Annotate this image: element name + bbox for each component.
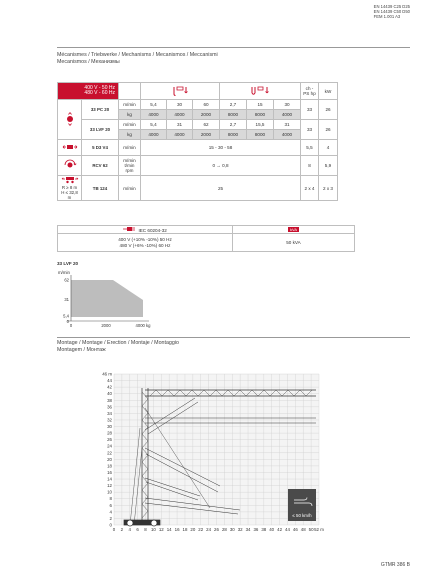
montage-y-tick: 42 [107, 384, 112, 390]
speed-value: 31 [274, 120, 301, 130]
slewing-kw: 5,9 [319, 156, 338, 176]
trolley-unit: m/min [119, 140, 141, 156]
montage-y-tick: 4 [109, 509, 112, 515]
chassis-wheel [127, 520, 133, 526]
double-fall-header [220, 83, 301, 100]
speed-value: 2,7 [220, 120, 247, 130]
slewing-icon-cell [58, 156, 82, 176]
standards-block [374, 4, 410, 19]
travel-hp: 2 x 4 [301, 176, 319, 201]
montage-y-tick: 20 [107, 456, 112, 462]
speed-value: 60 [193, 100, 220, 110]
hp-value: 33 [301, 120, 319, 140]
travel-unit: m/min [119, 176, 141, 201]
montage-x-tick: 34 [245, 527, 251, 532]
montage-x-tick: 26 [214, 527, 219, 532]
voltage-header [58, 83, 119, 100]
kw-value: 26 [319, 120, 338, 140]
montage-x-tick: 6 [136, 527, 139, 532]
load-value: 2000 [193, 110, 220, 120]
trolley-kw: 4 [319, 140, 338, 156]
lvf-y-tick: 5,4 [63, 313, 69, 319]
montage-y-tick: 26 [107, 437, 112, 443]
load-value: 8000 [220, 110, 247, 120]
travel-model: TB 124 [82, 176, 119, 201]
trolley-icon [62, 143, 78, 151]
montage-x-tick: 50 [308, 527, 314, 532]
montage-x-tick: 4 [128, 527, 131, 532]
montage-title-line1: Montage / Montage / Erection / Montaje / Montaggio [57, 340, 179, 346]
load-unit: kg [119, 110, 141, 120]
page-footer-code: GTMR 386 B [380, 562, 410, 568]
supply-voltage-line1: 400 V (+10% -10%) 50 Hz [118, 237, 172, 242]
standard-line: EN 14439 C25 D25 [373, 4, 410, 9]
speed-value: 15 [247, 100, 274, 110]
standard-line: FEM 1.001 A3 [373, 14, 401, 19]
montage-x-tick: 10 [150, 527, 156, 532]
slewing-icon [63, 159, 77, 171]
chassis-wheel [151, 520, 157, 526]
kva-header [233, 226, 355, 234]
single-reeving-icon [171, 86, 189, 96]
lvf-x-tick: 0 [69, 323, 73, 328]
montage-y-tick: 44 [107, 378, 112, 384]
hp-value: 33 [301, 100, 319, 120]
lvf-y-tick: 0 [66, 319, 69, 324]
power-table [57, 225, 355, 252]
section-divider [57, 47, 410, 48]
trolley-model: 5 D3 V4 [82, 140, 119, 156]
slewing-speed: 0 → 0,8 [141, 156, 301, 176]
mechanisms-title-line1: Mécanismes / Triebwerke / Mechanisms / Mecanismos / Meccanismi [57, 52, 218, 58]
hoist-icon [64, 112, 76, 126]
supply-voltage [58, 234, 233, 252]
montage-y-tick: 38 [107, 397, 112, 403]
mechanisms-table [57, 82, 338, 201]
montage-y-tick: 2 [109, 515, 112, 521]
travel-icon-cell [58, 176, 82, 201]
lvf-y-tick: 31 [64, 297, 69, 302]
slewing-hp: 8 [301, 156, 319, 176]
speed-value: 31 [167, 120, 193, 130]
iec-header [58, 226, 233, 234]
montage-x-tick: 2 [120, 527, 124, 532]
kva-value: 50 kVA [233, 234, 355, 252]
mechanisms-title [57, 52, 218, 65]
montage-x-tick: 22 [198, 527, 204, 532]
load-value: 4000 [141, 110, 167, 120]
supply-voltage-line2: 480 V (+6% -10%) 60 Hz [119, 242, 171, 248]
speed-value: 62 [193, 120, 220, 130]
montage-y-tick: 22 [107, 450, 112, 456]
montage-x-tick: 52 m [314, 527, 324, 532]
travel-height-note: H ≤ 32,8 m [61, 190, 78, 200]
load-value: 8000 [220, 130, 247, 140]
kw-value: 26 [319, 100, 338, 120]
travel-kw: 2 x 3 [319, 176, 338, 201]
voltage-line1: 400 V - 50 Hz [84, 84, 115, 91]
montage-x-tick: 16 [174, 527, 180, 532]
speed-value: 30 [167, 100, 193, 110]
montage-y-tick: 8 [109, 496, 112, 502]
montage-y-tick: 0 [109, 522, 112, 528]
speed-value: 2,7 [220, 100, 247, 110]
load-value: 4000 [274, 130, 301, 140]
speed-value: 15,5 [247, 120, 274, 130]
lvf-y-unit: m/min [58, 270, 70, 275]
montage-y-tick: 18 [107, 463, 112, 469]
montage-x-tick: 12 [158, 527, 164, 532]
load-unit: kg [119, 130, 141, 140]
montage-diagram [90, 368, 330, 538]
montage-y-tick: 12 [107, 483, 112, 489]
montage-y-tick: 24 [107, 443, 112, 449]
montage-x-tick: 18 [182, 527, 188, 532]
montage-x-labels [113, 527, 324, 532]
slewing-model: RCV 62 [82, 156, 119, 176]
kva-badge: kVA [289, 227, 298, 232]
speed-value: 30 [274, 100, 301, 110]
trolley-hp: 5,5 [301, 140, 319, 156]
montage-y-tick: 30 [107, 424, 112, 430]
speed-unit: m/min [119, 120, 141, 130]
kw-header: kW [319, 83, 338, 100]
montage-y-tick: 6 [109, 502, 112, 508]
montage-y-tick: 40 [107, 391, 112, 397]
slewing-unit [119, 156, 141, 176]
lvf-x-tick: 4000 kg [135, 323, 151, 328]
speed-value: 5,4 [141, 100, 167, 110]
travel-radius-note: R ≥ 8 m [61, 185, 78, 190]
hoist-icon-cell [58, 100, 82, 140]
montage-x-tick: 20 [190, 527, 196, 532]
montage-x-tick: 38 [261, 527, 267, 532]
montage-x-tick: 42 [277, 527, 283, 532]
hoist-model: 33 PC 20 [82, 100, 119, 120]
speed-unit: m/min [119, 100, 141, 110]
montage-x-tick: 0 [112, 527, 116, 532]
travel-icon [61, 176, 79, 184]
travel-speed: 25 [141, 176, 301, 201]
load-value: 8000 [247, 110, 274, 120]
lvf-y-tick: 62 [64, 277, 69, 283]
montage-title-line2: Montagem / Монтаж [57, 346, 106, 353]
montage-y-tick: 14 [107, 476, 112, 482]
montage-title [57, 340, 179, 353]
plug-icon [123, 226, 137, 232]
montage-y-tick: 36 [107, 404, 112, 410]
lvf-chart-title: 33 LVF 20 [57, 261, 79, 266]
montage-x-tick: 46 [292, 527, 298, 532]
single-fall-header [141, 83, 220, 100]
montage-y-labels [102, 372, 112, 528]
montage-y-tick: 32 [107, 417, 112, 423]
montage-x-tick: 44 [285, 527, 290, 532]
load-value: 8000 [247, 130, 274, 140]
standard-line: EN 14439 C50 D50 [373, 9, 410, 14]
iec-label: IEC 60204-32 [138, 228, 167, 233]
wind-limit-label: ≤ 50 km/h [292, 513, 312, 518]
load-value: 4000 [274, 110, 301, 120]
montage-y-tick: 10 [107, 489, 112, 495]
montage-y-tick: 34 [107, 410, 112, 416]
montage-y-tick: 28 [107, 430, 112, 436]
trolley-icon-cell [58, 140, 82, 156]
slewing-unit-line2: t/min [124, 163, 135, 168]
load-value: 2000 [193, 130, 220, 140]
trolley-speeds: 15 - 30 - 58 [141, 140, 301, 156]
section-divider [57, 337, 410, 338]
montage-x-tick: 32 [237, 527, 243, 532]
load-value: 4000 [167, 130, 193, 140]
montage-x-tick: 48 [300, 527, 306, 532]
double-reeving-icon [250, 86, 270, 96]
hp-header: ch - PS hp [301, 83, 319, 100]
lvf-x-tick: 2000 [101, 323, 111, 328]
hoist-model: 33 LVF 20 [82, 120, 119, 140]
lvf-speed-area [71, 280, 143, 317]
montage-y-tick: 46 m [102, 371, 112, 377]
montage-x-tick: 24 [206, 527, 212, 532]
mechanisms-title-line2: Mecanismos / Механизмы [57, 58, 120, 65]
montage-y-tick: 16 [107, 469, 112, 475]
montage-x-tick: 14 [166, 527, 172, 532]
load-value: 4000 [167, 110, 193, 120]
slewing-unit-line3: rpm [125, 168, 134, 173]
montage-x-tick: 40 [269, 527, 275, 532]
montage-x-tick: 8 [144, 527, 147, 532]
montage-x-tick: 28 [221, 527, 227, 532]
montage-x-tick: 30 [229, 527, 235, 532]
slewing-unit-line1: m/min [123, 158, 136, 163]
voltage-line2: 480 V - 60 Hz [84, 90, 115, 96]
montage-x-tick: 36 [253, 527, 259, 532]
lvf-speed-load-chart [57, 269, 162, 331]
speed-value: 5,4 [141, 120, 167, 130]
load-value: 4000 [141, 130, 167, 140]
